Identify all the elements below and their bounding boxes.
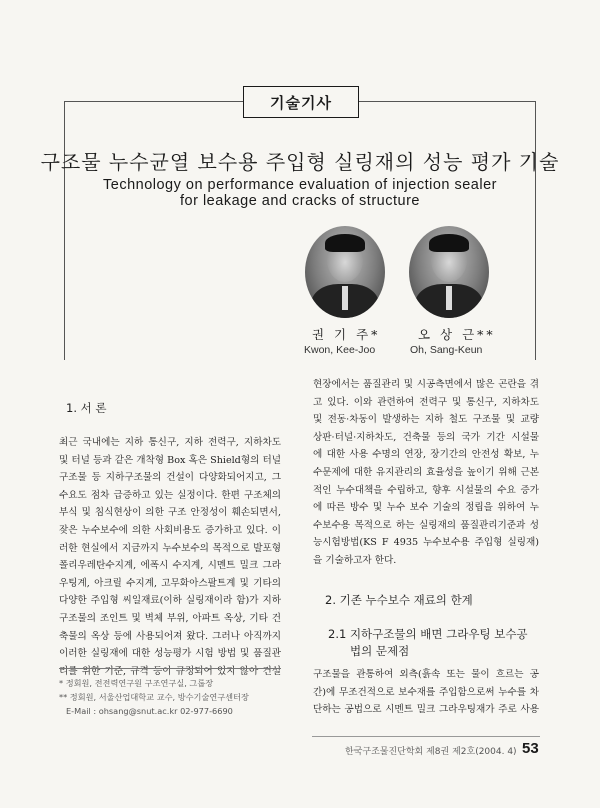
- author2-name-ko: 오 상 근**: [418, 327, 496, 342]
- left-line: 부식 및 침식현상이 의한 구조 안정성이 훼손되면서,: [59, 507, 281, 519]
- right-line: 현장에서는 품질관리 및 시공측면에서 많은 곤란을 겪: [313, 379, 539, 390]
- right-line: 간)에 무조건적으로 보수재를 주입함으로써 누수를 차: [313, 686, 539, 698]
- left-line: 리를 위한 기준, 규격 등이 규정되어 있지 않아 건설: [59, 665, 281, 677]
- author1-photo: [305, 226, 385, 318]
- right-line: 단하는 공법으로 시멘트 밀크 그라우팅재가 주로 사용: [313, 704, 539, 716]
- right-line: 고 있다. 이와 관련하여 전력구 및 통신구, 지하차도: [313, 396, 539, 408]
- left-line: 폴리우레탄수지계, 에폭시 수지계, 시멘트 밀크 그라: [59, 560, 281, 572]
- left-line: 잦은 누수보수에 의한 사회비용도 증가하고 있다. 이: [59, 524, 281, 536]
- left-line: 러한 현실에서 지금까지 누수보수의 목적으로 발포형: [59, 542, 281, 554]
- right-line: 상판·터널·지하차도, 건축물 등의 국가 기간 시설물: [313, 431, 539, 443]
- right-line: 능시험방법(KS F 4935 누수보수용 주입형 실링재): [313, 537, 539, 549]
- section21-heading-line1: 2.1 지하구조물의 배면 그라우팅 보수공: [328, 627, 528, 641]
- footer-divider: [312, 736, 540, 737]
- right-line: 에 대한 사용 수명의 연장, 장기간의 안전성 확보, 누: [313, 449, 539, 461]
- right-line: 에 따른 방수 및 누수 보수 기술의 정립을 위하여 누: [313, 502, 539, 514]
- left-column-text: [59, 434, 281, 680]
- author1-name-ko: 권 기 주*: [312, 327, 381, 342]
- left-line: 최근 국내에는 지하 통신구, 지하 전력구, 지하차도: [59, 437, 281, 448]
- footnote-divider: [59, 668, 281, 669]
- section21-heading-line2: 법의 문제점: [350, 644, 410, 658]
- left-line: 구조물의 조인트 및 벽체 부위, 아파트 옥상, 기타 건: [59, 612, 281, 624]
- article-category-tag: 기술기사: [243, 86, 359, 118]
- left-line: 수요도 점차 급증하고 있는 실정이다. 한편 구조체의: [59, 489, 281, 501]
- section21-heading: [328, 626, 528, 660]
- author2-name-en: Oh, Sang-Keun: [410, 344, 483, 356]
- right-line: 적인 누수대책을 수립하고, 향후 시설물의 수요 증가: [313, 484, 539, 496]
- left-line: 이러한 실링재에 대한 성능평가 시험 방법 및 품질관: [59, 648, 281, 660]
- author1-name-en: Kwon, Kee-Joo: [304, 344, 376, 356]
- right-column-text: [313, 376, 539, 570]
- title-korean: 구조물 누수균열 보수용 주입형 실링재의 성능 평가 기술: [40, 150, 560, 174]
- right-line: 및 전동·차동이 발생하는 지하 철도 구조물 및 교량: [313, 414, 539, 426]
- author2-photo: [409, 226, 489, 318]
- right-line: 을 기술하고자 한다.: [313, 554, 397, 566]
- title-english-line2: for leakage and cracks of structure: [180, 193, 420, 209]
- footnote-author1: * 정회원, 전전력연구원 구조연구실, 그룹장: [59, 678, 214, 688]
- right-line: 수보수용 목적으로 하는 실링재의 품질관리기준과 성: [313, 519, 539, 531]
- right-column-text-2: [313, 666, 539, 719]
- left-line: 축물의 옥상 등에 사용되어져 왔다. 그러나 아직까지: [59, 630, 281, 642]
- title-english-line1: Technology on performance evaluation of injection sealer: [103, 177, 497, 193]
- page-number: 53: [522, 740, 539, 757]
- left-line: 및 터널 등과 같은 개착형 Box 혹은 Shield형의 터널: [59, 454, 281, 466]
- journal-footer: 한국구조물진단학회 제8권 제2호(2004. 4): [345, 747, 517, 757]
- left-line: 우팅계, 아크릴 수지계, 고무화아스팔트계 및 기타의: [59, 577, 281, 589]
- right-line: 구조물을 관통하여 외측(흙속 또는 물이 흐르는 공: [313, 669, 539, 680]
- section1-heading: 1. 서 론: [66, 401, 107, 415]
- left-line: 다양한 주입형 씨일재료(이하 실링재이라 함)가 지하: [59, 595, 281, 607]
- footnote-email: E-Mail : ohsang@snut.ac.kr 02-977-6690: [66, 706, 233, 716]
- footnote-author2: ** 정회원, 서울산업대학교 교수, 방수기술연구센터장: [59, 692, 249, 702]
- left-line: 구조물 등 지하구조물의 건설이 다양화되어지고, 그: [59, 472, 281, 484]
- section2-heading: 2. 기존 누수보수 재료의 한계: [325, 593, 473, 607]
- right-line: 수문제에 대한 유지관리의 효율성을 높이기 위해 근본: [313, 466, 539, 478]
